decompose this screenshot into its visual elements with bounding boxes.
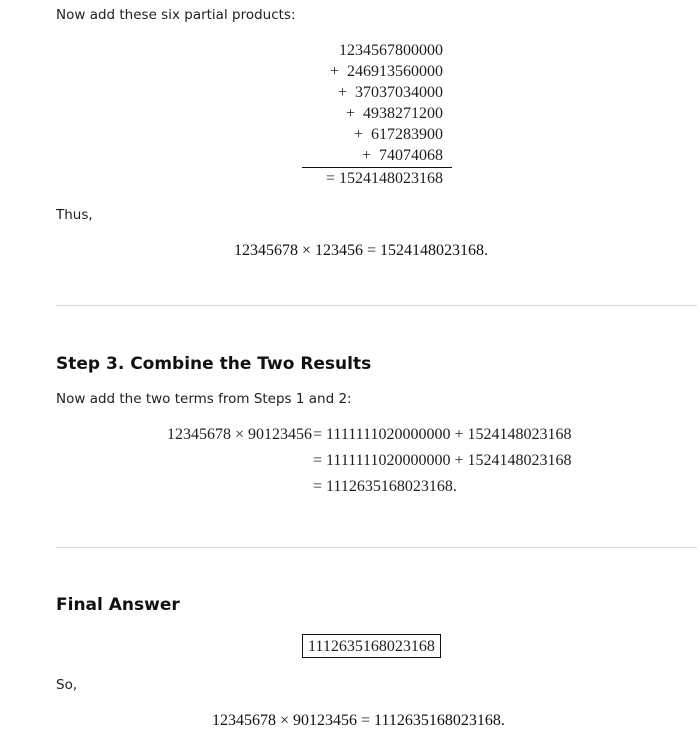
equation-lhs: 12345678 × 90123456 (166, 426, 312, 443)
intro-text: Now add these six partial products: (56, 7, 296, 23)
partial-product-row (300, 40, 452, 61)
section-divider (56, 547, 697, 548)
equation-rhs: = 1112635168023168. (313, 478, 457, 495)
partial-product-value: 4938271200 (363, 105, 443, 122)
partial-product-row (300, 103, 452, 124)
partial-product-value: 37037034000 (355, 84, 443, 101)
partial-sum-result: = 1524148023168 (325, 170, 443, 187)
plus-operator: + (361, 147, 371, 164)
step3-heading: Step 3. Combine the Two Results (56, 354, 372, 374)
partial-product-row (300, 145, 452, 166)
partial-product-row (300, 124, 452, 145)
so-text: So, (56, 677, 78, 693)
partial-product-value: 1234567800000 (339, 42, 443, 59)
step2-equation: 12345678 × 123456 = 1524148023168. (234, 242, 489, 259)
partial-product-value: 617283900 (371, 126, 443, 143)
plus-operator: + (337, 84, 347, 101)
plus-operator: + (345, 105, 355, 122)
boxed-answer: 1112635168023168 (302, 634, 441, 658)
partial-product-row (300, 61, 452, 82)
section-divider (56, 305, 697, 306)
plus-operator: + (329, 63, 339, 80)
partial-product-row (300, 82, 452, 103)
equation-rhs: = 1111111020000000 + 1524148023168 (313, 452, 572, 469)
final-answer-heading: Final Answer (56, 595, 180, 615)
step3-text: Now add the two terms from Steps 1 and 2: (56, 391, 352, 407)
equation-rhs: = 1111111020000000 + 1524148023168 (313, 426, 572, 443)
partial-product-value: 74074068 (379, 147, 443, 164)
partial-products-sum (300, 40, 452, 189)
thus-text: Thus, (56, 207, 93, 223)
plus-operator: + (353, 126, 363, 143)
final-equation: 12345678 × 90123456 = 1112635168023168. (212, 712, 505, 729)
partial-product-value: 246913560000 (347, 63, 443, 80)
